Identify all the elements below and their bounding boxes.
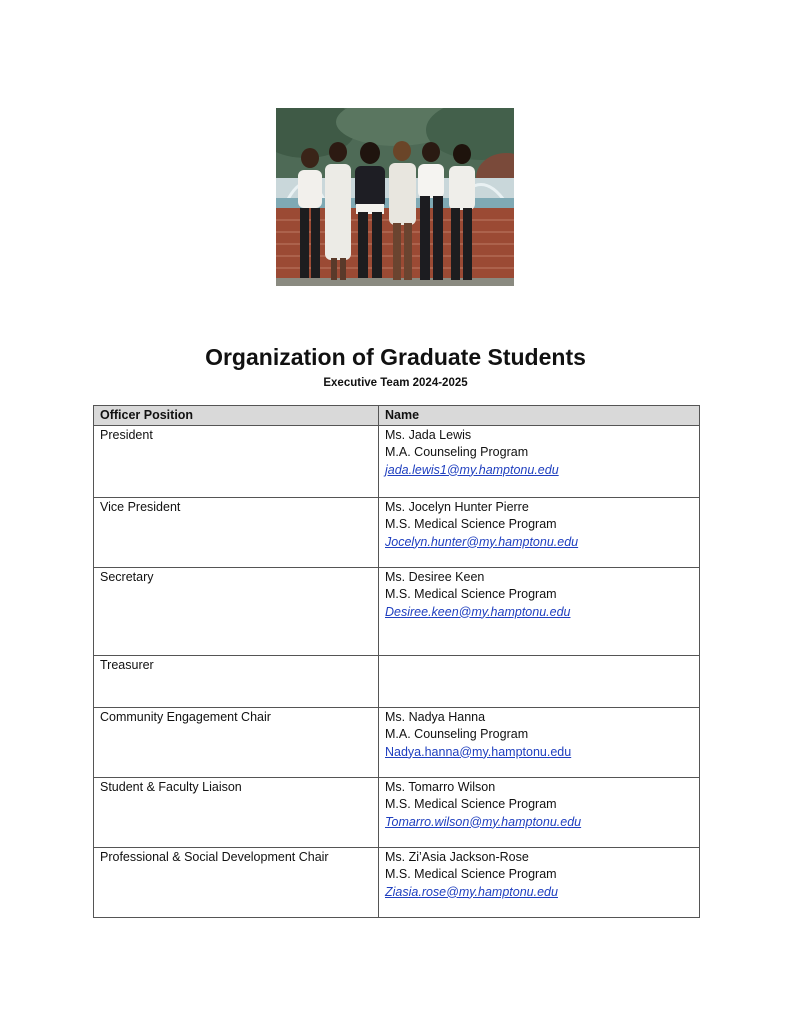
position-cell: President [94, 425, 379, 497]
position-cell: Professional & Social Development Chair [94, 847, 379, 917]
table-row [94, 425, 700, 497]
position-cell: Secretary [94, 567, 379, 655]
officer-program: M.S. Medical Science Program [385, 867, 557, 881]
table-row [94, 497, 700, 567]
officer-program: M.A. Counseling Program [385, 445, 529, 459]
officer-email-link[interactable]: jada.lewis1@my.hamptonu.edu [385, 462, 559, 477]
table-row [94, 567, 700, 655]
name-cell [379, 655, 700, 707]
position-cell: Community Engagement Chair [94, 707, 379, 777]
name-cell [379, 497, 700, 567]
officer-program: M.A. Counseling Program [385, 727, 529, 741]
officer-name: Ms. Nadya Hanna [385, 709, 486, 724]
name-cell [379, 425, 700, 497]
position-cell: Student & Faculty Liaison [94, 777, 379, 847]
position-cell: Treasurer [94, 655, 379, 707]
name-cell [379, 847, 700, 917]
table-header-row [94, 406, 700, 426]
officer-name: Ms. Tomarro Wilson [385, 779, 496, 794]
table-row [94, 655, 700, 707]
officer-program: M.S. Medical Science Program [385, 587, 557, 601]
officers-table [93, 405, 700, 918]
header-name: Name [379, 406, 700, 426]
officer-name: Ms. Jocelyn Hunter Pierre [385, 499, 529, 514]
group-photo [276, 108, 514, 286]
name-cell [379, 777, 700, 847]
officer-email-link[interactable]: Nadya.hanna@my.hamptonu.edu [385, 744, 572, 759]
table-row [94, 777, 700, 847]
officer-email-link[interactable]: Ziasia.rose@my.hamptonu.edu [385, 884, 558, 899]
page-title: Organization of Graduate Students [205, 344, 586, 370]
officer-name: Ms. Desiree Keen [385, 569, 485, 584]
name-cell [379, 567, 700, 655]
officer-program: M.S. Medical Science Program [385, 797, 557, 811]
officer-email-link[interactable]: Desiree.keen@my.hamptonu.edu [385, 604, 571, 619]
name-cell [379, 707, 700, 777]
page-subtitle: Executive Team 2024-2025 [323, 377, 468, 389]
table-row [94, 707, 700, 777]
table-row [94, 847, 700, 917]
officer-email-link[interactable]: Jocelyn.hunter@my.hamptonu.edu [385, 534, 579, 549]
officer-name: Ms. Zi’Asia Jackson-Rose [385, 849, 529, 864]
officer-name: Ms. Jada Lewis [385, 427, 472, 442]
header-officer-position: Officer Position [94, 406, 379, 426]
officer-program: M.S. Medical Science Program [385, 517, 557, 531]
officer-email-link[interactable]: Tomarro.wilson@my.hamptonu.edu [385, 814, 582, 829]
position-cell: Vice President [94, 497, 379, 567]
